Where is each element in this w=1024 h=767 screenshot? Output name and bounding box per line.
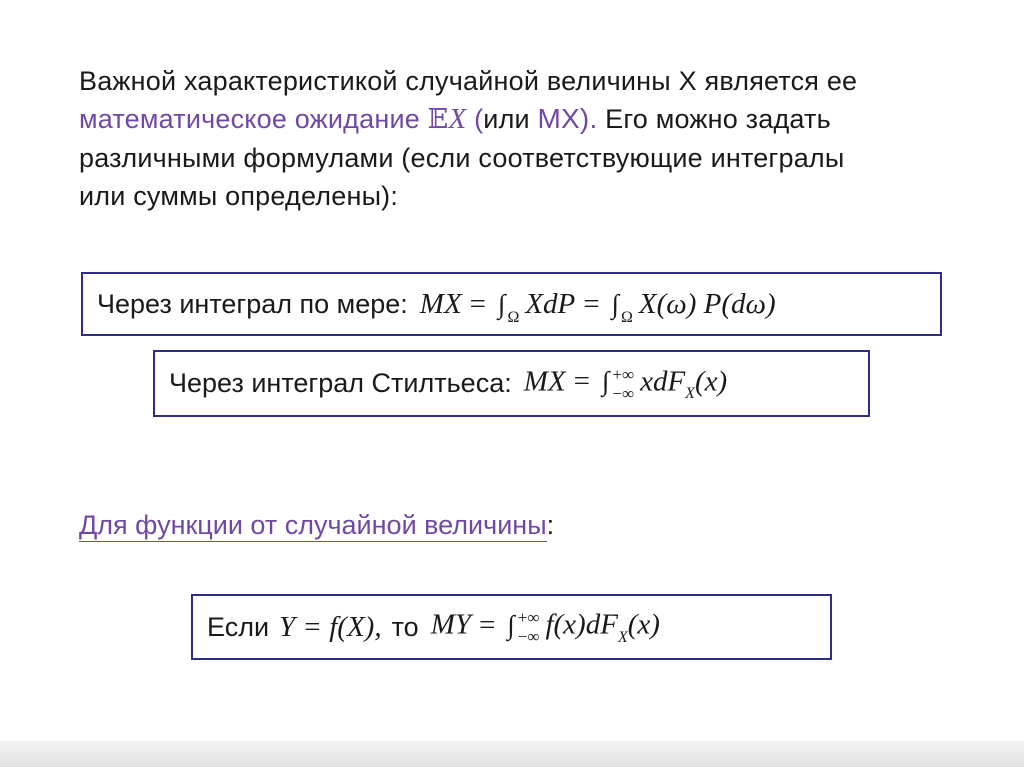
function-body: f(x)dF — [545, 608, 618, 641]
then-word: то — [391, 611, 419, 642]
function-arg: (x) — [627, 608, 660, 641]
intro-line1: Важной характеристикой случайной величины X является ее — [79, 66, 858, 96]
stieltjes-sub: X — [685, 385, 695, 403]
stieltjes-lhs: MX — [523, 365, 566, 398]
measure-label: Через интеграл по мере: — [97, 288, 408, 319]
measure-lhs: MX — [419, 287, 462, 320]
measure-rhs: X(ω) P(dω) — [638, 287, 776, 320]
function-sub: X — [617, 628, 628, 646]
function-heading-colon: : — [546, 510, 555, 540]
measure-integral-box — [81, 272, 942, 336]
mx-notation: MX). — [537, 103, 598, 134]
function-eq: = — [478, 608, 496, 641]
measure-formula — [419, 287, 776, 326]
measure-mid: XdP — [525, 287, 576, 320]
integral-sign-icon: ∫ — [498, 288, 506, 319]
function-expectation-box — [191, 594, 832, 660]
if-word: Если — [207, 611, 270, 642]
expectation-var: X — [448, 103, 467, 135]
paren-open: ( — [466, 104, 484, 134]
slide-bottom-edge — [0, 741, 1024, 767]
intro-line3: различными формулами (если соответствующие интегралы — [79, 143, 845, 173]
stieltjes-label: Через интеграл Стилтьеса: — [169, 368, 512, 398]
or-word: или — [483, 104, 538, 134]
measure-int-sub: Ω — [507, 308, 520, 326]
function-lhs: MY — [430, 608, 471, 641]
function-upper: +∞ — [517, 608, 540, 627]
intro-line4: или суммы определены): — [79, 181, 399, 211]
intro-rest1: Его можно задать — [597, 104, 831, 134]
integral-sign-icon: ∫ — [507, 609, 515, 640]
stieltjes-eq: = — [573, 365, 590, 398]
function-heading — [79, 506, 554, 544]
stieltjes-lower: −∞ — [612, 383, 635, 403]
intro-paragraph — [79, 62, 969, 215]
stieltjes-formula — [524, 365, 727, 403]
measure-eq: = — [469, 287, 487, 320]
stieltjes-limits — [612, 365, 634, 403]
expectation-symbol: 𝔼 — [427, 104, 449, 135]
function-lower: −∞ — [517, 627, 540, 646]
stieltjes-upper: +∞ — [612, 364, 635, 384]
integral-sign-icon: ∫ — [611, 288, 620, 319]
function-formula — [431, 608, 660, 646]
stieltjes-integral-box — [153, 350, 870, 417]
function-limits — [518, 608, 540, 646]
function-heading-text: Для функции от случайной величины — [79, 510, 547, 540]
y-definition: Y = f(X), — [279, 610, 382, 643]
expectation-term: математическое ожидание — [79, 104, 420, 134]
measure-eq2: = — [583, 287, 600, 320]
stieltjes-arg: (x) — [694, 365, 728, 398]
integral-sign-icon: ∫ — [601, 366, 610, 397]
measure-int-sub2: Ω — [621, 308, 633, 326]
stieltjes-body: xdF — [640, 365, 686, 398]
